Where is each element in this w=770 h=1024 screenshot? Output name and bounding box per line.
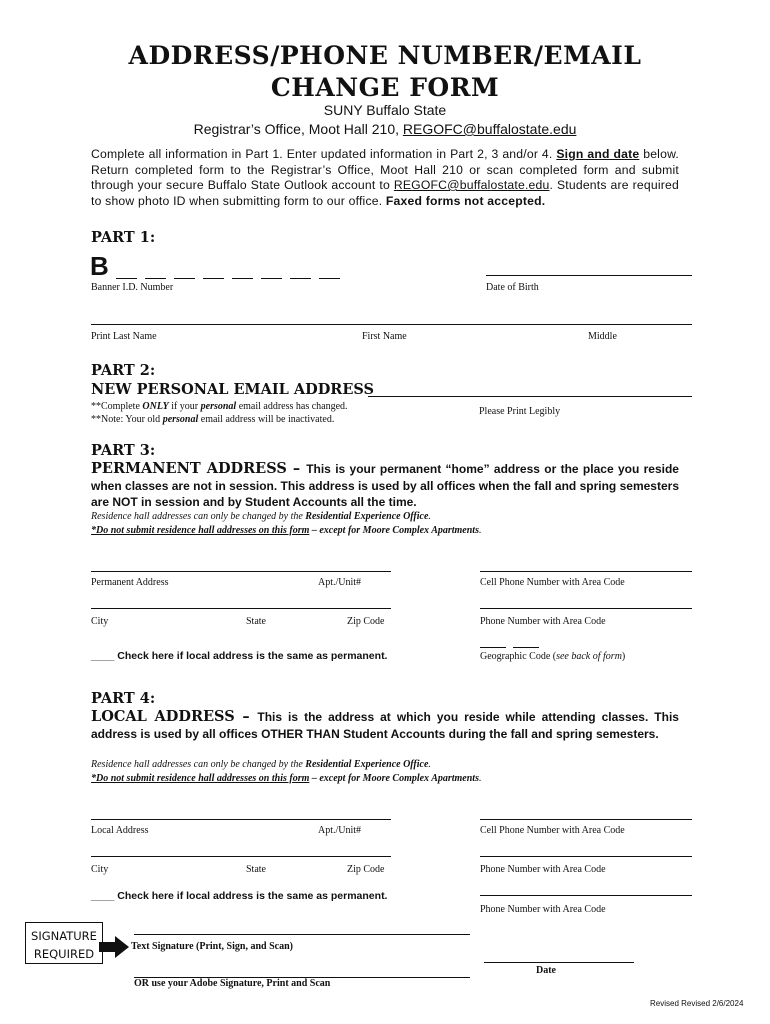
local-address-label: Local Address (91, 825, 149, 836)
signature-required-box (25, 922, 103, 964)
part2-note1: **Complete ONLY if your personal email address has changed. (91, 401, 348, 412)
perm-state-label: State (246, 616, 266, 627)
faxed-note: Faxed forms not accepted. (385, 193, 546, 208)
local-phone2-label: Phone Number with Area Code (480, 904, 606, 915)
part1-heading: PART 1: (91, 229, 156, 246)
local-apt-label: Apt./Unit# (318, 825, 362, 836)
part2-subheading: NEW PERSONAL EMAIL ADDRESS (91, 381, 374, 398)
part2-heading: PART 2: (91, 362, 156, 379)
part4-heading: PART 4: (91, 690, 156, 707)
local-city-state-zip-input[interactable] (91, 856, 391, 857)
local-zip-label: Zip Code (347, 864, 385, 875)
local-state-label: State (246, 864, 266, 875)
institution-name: SUNY Buffalo State (323, 102, 447, 118)
last-name-label: Print Last Name (91, 331, 157, 342)
dob-input[interactable] (486, 275, 692, 276)
text-signature-label: Text Signature (Print, Sign, and Scan) (131, 941, 293, 952)
first-name-label: First Name (362, 331, 407, 342)
local-cell-label: Cell Phone Number with Area Code (480, 825, 625, 836)
part4-desc-text: This is the address at which you reside while attending classes. This address is used by all offices OTHER THAN Student Accounts during the fall and spring semesters. (91, 710, 679, 741)
part3-heading: PART 3: (91, 442, 156, 459)
geo-code-input-2[interactable] (513, 647, 539, 648)
intro-text: Complete all information in Part 1. Enter updated information in Part 2, 3 and/or 4. (91, 147, 557, 161)
name-input[interactable] (91, 324, 692, 325)
intro-text: below. Return completed form to the Registrar’s Office, Moot Hall 210 or scan completed form and submit through your secure Buffalo State Outlook account to (91, 147, 679, 192)
local-phone-input[interactable] (480, 856, 692, 857)
part3-description (91, 461, 679, 511)
personal-email-input[interactable] (368, 396, 692, 397)
date-label: Date (536, 965, 556, 976)
geo-code-label: Geographic Code (see back of form) (480, 651, 626, 662)
perm-cell-input[interactable] (480, 571, 692, 572)
perm-city-state-zip-input[interactable] (91, 608, 391, 609)
office-email-link[interactable]: REGOFC@buffalostate.edu (402, 121, 577, 137)
part4-description (91, 709, 679, 742)
banner-id-prefix: B (90, 251, 109, 281)
intro-text: . Students are required to show photo ID when submitting form to our office. (91, 178, 679, 208)
perm-same-checkbox[interactable]: ____ Check here if local address is the same as permanent. (91, 650, 388, 662)
part3-donot-note: *Do not submit residence hall addresses on this form – except for Moore Complex Apartments. (91, 525, 482, 536)
perm-phone-label: Phone Number with Area Code (480, 616, 606, 627)
part4-subheading: LOCAL ADDRESS – (91, 708, 258, 725)
part3-desc-text: This is your permanent “home” address or the place you reside when classes are not in session. This address is used by all offices when the fall and spring semesters are NOT in session and by Student Accounts all the time. (91, 462, 679, 509)
perm-zip-label: Zip Code (347, 616, 385, 627)
local-cell-input[interactable] (480, 819, 692, 820)
part3-residence-note: Residence hall addresses can only be changed by the Residential Experience Office. (91, 511, 431, 522)
part3-subheading: PERMANENT ADDRESS – (91, 460, 307, 477)
part4-donot-note: *Do not submit residence hall addresses on this form – except for Moore Complex Apartments. (91, 773, 482, 784)
instructions-paragraph (91, 147, 679, 209)
dob-label: Date of Birth (486, 282, 539, 293)
perm-city-label: City (91, 616, 109, 627)
part2-note2: **Note: Your old personal email address will be inactivated. (91, 414, 335, 425)
local-phone2-input[interactable] (480, 895, 692, 896)
signature-box-line1: SIGNATURE (31, 929, 97, 943)
revision-note: Revised Revised 2/6/2024 (650, 999, 744, 1008)
office-info (0, 121, 770, 137)
form-title-line2: CHANGE FORM (270, 73, 500, 102)
adobe-signature-label: OR use your Adobe Signature, Print and Scan (134, 978, 331, 989)
sign-and-date-note: Sign and date (556, 147, 640, 161)
perm-address-label: Permanent Address (91, 577, 169, 588)
form-title-line1: ADDRESS/PHONE NUMBER/EMAIL (128, 41, 642, 70)
local-same-checkbox[interactable]: ____ Check here if local address is the same as permanent. (91, 890, 388, 902)
perm-address-input[interactable] (91, 571, 391, 572)
submit-email-link[interactable]: REGOFC@buffalostate.edu (393, 178, 550, 192)
date-input[interactable] (484, 962, 634, 963)
middle-name-label: Middle (588, 331, 617, 342)
signature-box-line2: REQUIRED (33, 947, 95, 961)
local-phone-label: Phone Number with Area Code (480, 864, 606, 875)
local-city-label: City (91, 864, 109, 875)
geo-code-input-1[interactable] (480, 647, 506, 648)
banner-id-label: Banner I.D. Number (91, 282, 174, 293)
perm-phone-input[interactable] (480, 608, 692, 609)
text-signature-input[interactable] (134, 934, 470, 935)
part4-residence-note: Residence hall addresses can only be changed by the Residential Experience Office. (91, 759, 431, 770)
local-address-input[interactable] (91, 819, 391, 820)
arrow-right-icon (99, 936, 129, 958)
print-legibly-label: Please Print Legibly (479, 406, 561, 417)
perm-cell-label: Cell Phone Number with Area Code (480, 577, 625, 588)
office-location: Registrar’s Office, Moot Hall 210, (193, 121, 403, 137)
perm-apt-label: Apt./Unit# (318, 577, 362, 588)
